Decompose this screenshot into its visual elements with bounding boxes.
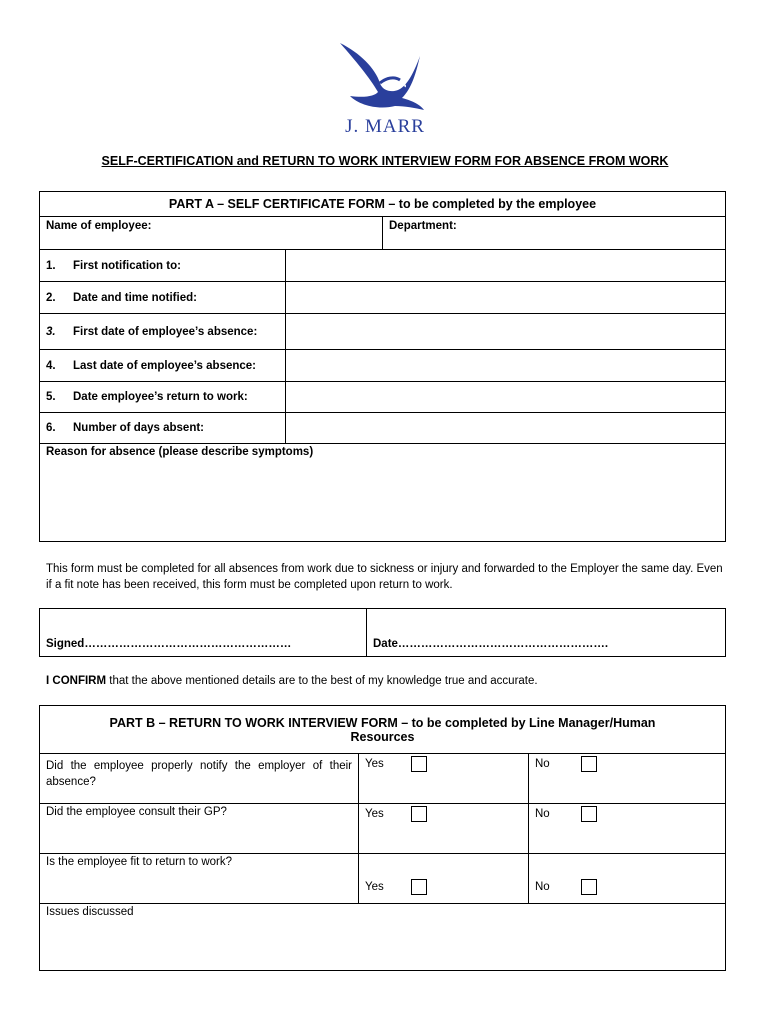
- detail-row-label: 6. Number of days absent:: [40, 413, 286, 444]
- confirm-statement: [46, 675, 726, 687]
- confirm-bold: I CONFIRM: [46, 675, 107, 687]
- part-a-heading: PART A – SELF CERTIFICATE FORM – to be completed by the employee: [40, 192, 726, 217]
- department-field[interactable]: [383, 217, 726, 250]
- reason-field[interactable]: [40, 444, 726, 542]
- q2-no-checkbox[interactable]: [581, 806, 597, 822]
- part-a-table: [39, 191, 726, 250]
- signed-label: Signed………………………………………………: [46, 638, 292, 650]
- employee-name-field[interactable]: [40, 217, 383, 250]
- part-a-details-table: [39, 249, 726, 542]
- q1-no-checkbox[interactable]: [581, 756, 597, 772]
- no-option: No: [529, 804, 726, 854]
- no-option: No: [529, 754, 726, 804]
- q1-yes-checkbox[interactable]: [411, 756, 427, 772]
- question-text: Is the employee fit to return to work?: [40, 854, 359, 904]
- detail-row-label: 1. First notification to:: [40, 250, 286, 282]
- signature-table: [39, 608, 726, 657]
- date-field[interactable]: [367, 609, 726, 657]
- q3-no-checkbox[interactable]: [581, 879, 597, 895]
- detail-row-label: 2. Date and time notified:: [40, 282, 286, 314]
- date-time-notified-field[interactable]: [286, 282, 726, 314]
- q3-yes-checkbox[interactable]: [411, 879, 427, 895]
- no-option: No: [529, 854, 726, 904]
- detail-row-label: 5. Date employee’s return to work:: [40, 382, 286, 413]
- department-label: Department:: [389, 220, 457, 232]
- last-absence-date-field[interactable]: [286, 350, 726, 382]
- part-b-table: [39, 705, 726, 971]
- question-text: Did the employee consult their GP?: [40, 804, 359, 854]
- days-absent-field[interactable]: [286, 413, 726, 444]
- confirm-text: that the above mentioned details are to the best of my knowledge true and accurate.: [106, 675, 538, 687]
- issues-label: Issues discussed: [46, 906, 134, 918]
- signed-field[interactable]: [40, 609, 367, 657]
- yes-option: Yes: [359, 804, 529, 854]
- reason-label: Reason for absence (please describe symptoms): [46, 446, 314, 458]
- yes-option: Yes: [359, 854, 529, 904]
- brand-name: J. MARR: [345, 116, 425, 137]
- yes-option: Yes: [359, 754, 529, 804]
- issues-field[interactable]: [40, 904, 726, 971]
- q2-yes-checkbox[interactable]: [411, 806, 427, 822]
- first-absence-date-field[interactable]: [286, 314, 726, 350]
- part-b-heading: PART B – RETURN TO WORK INTERVIEW FORM – to be completed by Line Manager/Human Resources: [40, 706, 726, 754]
- detail-row-label: 3. First date of employee’s absence:: [40, 314, 286, 350]
- question-text: Did the employee properly notify the employer of their absence?: [40, 754, 359, 804]
- instruction-note: This form must be completed for all absences from work due to sickness or injury and forwarded to the Employer the same day. Even if a fit note has been received, this form must be completed upon return to work.: [46, 563, 723, 591]
- detail-row-label: 4. Last date of employee’s absence:: [40, 350, 286, 382]
- employee-name-label: Name of employee:: [46, 220, 152, 232]
- date-label: Date……………………………………………….: [373, 638, 609, 650]
- return-date-field[interactable]: [286, 382, 726, 413]
- form-title: SELF-CERTIFICATION and RETURN TO WORK INTERVIEW FORM FOR ABSENCE FROM WORK: [101, 154, 669, 168]
- first-notification-field[interactable]: [286, 250, 726, 282]
